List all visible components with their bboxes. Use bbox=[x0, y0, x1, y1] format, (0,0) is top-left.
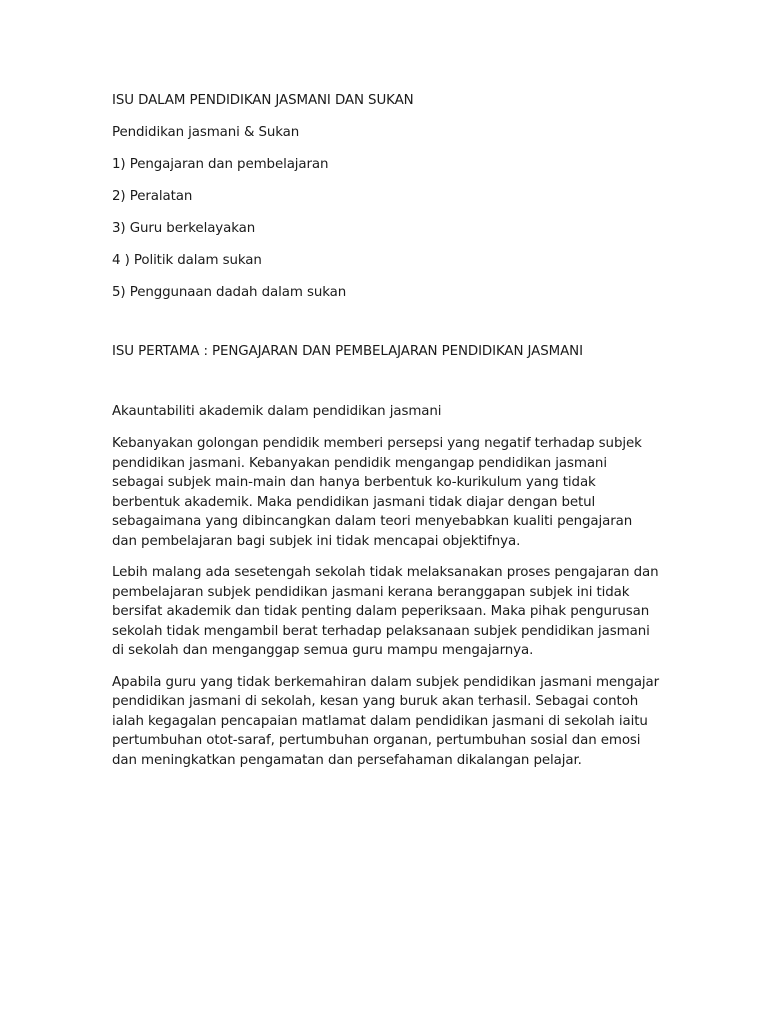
document-body bbox=[112, 91, 660, 782]
list-item: 5) Penggunaan dadah dalam sukan bbox=[112, 285, 347, 300]
list-item: 1) Pengajaran dan pembelajaran bbox=[112, 157, 329, 172]
body-paragraph: Kebanyakan golongan pendidik memberi persepsi yang negatif terhadap subjek pendidikan jasmani. Kebanyakan pendidik mengangap pendidikan jasmani sebagai subjek main-main dan hanya berbentuk ko-kurikulum yang tidak berbentuk akademik. Maka pendidikan jasmani tidak diajar dengan betul sebagaimana yang dibincangkan dalam teori menyebabkan kualiti pengajaran dan pembelajaran bagi subjek ini tidak mencapai objektifnya. bbox=[112, 436, 642, 549]
document-title: ISU DALAM PENDIDIKAN JASMANI DAN SUKAN bbox=[112, 93, 414, 108]
list-item: 4 ) Politik dalam sukan bbox=[112, 253, 262, 268]
document-subtitle: Pendidikan jasmani & Sukan bbox=[112, 125, 300, 140]
issue-list bbox=[112, 155, 660, 303]
list-item: 2) Peralatan bbox=[112, 189, 193, 204]
body-paragraph: Lebih malang ada sesetengah sekolah tidak melaksanakan proses pengajaran dan pembelajaran subjek pendidikan jasmani kerana beranggapan subjek ini tidak bersifat akademik dan tidak penting dalam peperiksaan. Maka pihak pengurusan sekolah tidak mengambil berat terhadap pelaksanaan subjek pendidikan jasmani di sekolah dan menganggap semua guru mampu mengajarnya. bbox=[112, 565, 659, 658]
body-paragraph: Apabila guru yang tidak berkemahiran dalam subjek pendidikan jasmani mengajar pendidikan jasmani di sekolah, kesan yang buruk akan terhasil. Sebagai contoh ialah kegagalan pencapaian matlamat dalam pendidikan jasmani di sekolah iaitu pertumbuhan otot-saraf, pertumbuhan organan, pertumbuhan sosial dan emosi dan meningkatkan pengamatan dan persefahaman dikalangan pelajar. bbox=[112, 674, 660, 768]
list-item: 3) Guru berkelayakan bbox=[112, 221, 256, 236]
section-heading: ISU PERTAMA : PENGAJARAN DAN PEMBELAJARAN PENDIDIKAN JASMANI bbox=[112, 344, 583, 359]
subsection-heading: Akauntabiliti akademik dalam pendidikan jasmani bbox=[112, 404, 442, 419]
